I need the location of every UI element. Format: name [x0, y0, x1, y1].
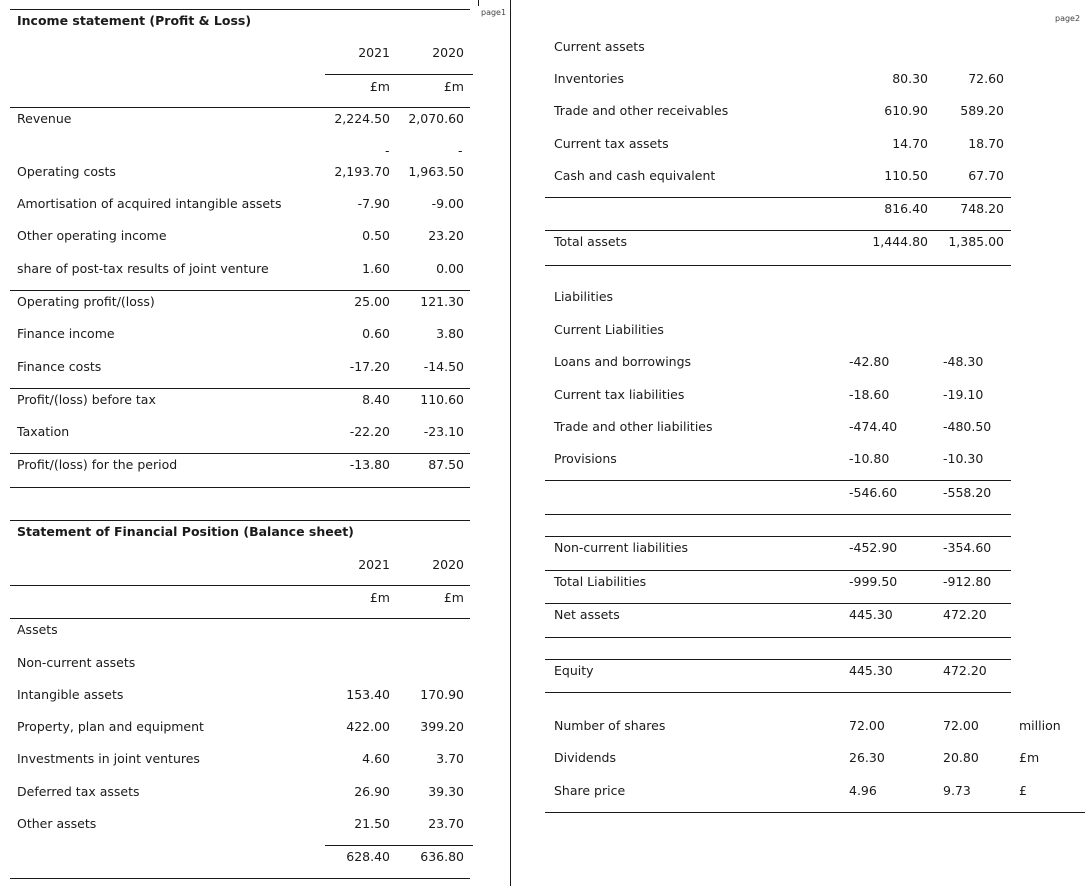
p2-cl-row-label: Trade and other liabilities — [554, 419, 713, 434]
is-row-label: Profit/(loss) before tax — [17, 392, 156, 407]
bs-row-label: Intangible assets — [17, 687, 124, 702]
p2-dividends-unit: £m — [1019, 750, 1040, 765]
is-row-label: Taxation — [17, 424, 70, 439]
p2-ca-row-label: Cash and cash equivalent — [554, 168, 716, 183]
table-border — [10, 520, 470, 521]
is-row-2021: -7.90 — [357, 196, 390, 211]
is-row-2021: -22.20 — [349, 424, 390, 439]
table-rule — [545, 536, 1011, 537]
p2-cl-row-label: Current tax liabilities — [554, 387, 685, 402]
bs-row-label: Investments in joint ventures — [17, 751, 200, 766]
bs-row-2021: 422.00 — [346, 719, 390, 734]
p2-total-liabilities-label: Total Liabilities — [554, 574, 647, 589]
p2-net-assets-label: Net assets — [554, 607, 620, 622]
p2-ca-row-2020: 589.20 — [960, 103, 1004, 118]
table-rule — [545, 637, 1011, 638]
is-row-2021: 0.60 — [362, 326, 390, 341]
p2-ca-row-label: Current tax assets — [554, 136, 669, 151]
p2-total-liabilities-2020: -912.80 — [943, 574, 992, 589]
is-dash-2020: - — [458, 143, 463, 158]
p2-total-assets-label: Total assets — [554, 234, 627, 249]
is-row-2021: 0.50 — [362, 228, 390, 243]
is-row-2021: 8.40 — [362, 392, 390, 407]
is-row-2021: -17.20 — [349, 359, 390, 374]
page-label-page2: page2 — [1055, 14, 1081, 23]
p2-ca-total-2021: 816.40 — [884, 201, 928, 216]
table-rule — [10, 878, 470, 879]
is-row-label: share of post-tax results of joint venture — [17, 261, 269, 276]
p2-shares-2021: 72.00 — [849, 718, 885, 733]
bs-non-current-total-2020: 636.80 — [420, 849, 464, 864]
p2-share-price-label: Share price — [554, 783, 626, 798]
p2-non-current-liabilities-label: Non-current liabilities — [554, 540, 689, 555]
is-unit-2020: £m — [443, 79, 464, 94]
is-row-2020: -23.10 — [423, 424, 464, 439]
is-row-2020: 110.60 — [420, 392, 464, 407]
bs-row-label: Other assets — [17, 816, 97, 831]
is-row-label: Other operating income — [17, 228, 167, 243]
p2-cl-row-2020: -19.10 — [943, 387, 984, 402]
header-rule — [325, 74, 473, 75]
is-row-2020: 87.50 — [428, 457, 464, 472]
p2-share-price-2020: 9.73 — [943, 783, 971, 798]
bs-row-label: Deferred tax assets — [17, 784, 140, 799]
p2-total-assets-2020: 1,385.00 — [948, 234, 1004, 249]
p2-ca-row-2020: 18.70 — [968, 136, 1004, 151]
bs-row-label: Property, plan and equipment — [17, 719, 204, 734]
is-row-2020: 23.20 — [428, 228, 464, 243]
is-row-label: Finance costs — [17, 359, 102, 374]
p2-equity-2021: 445.30 — [849, 663, 893, 678]
bs-row-2020: 23.70 — [428, 816, 464, 831]
p2-ncl-2020: -354.60 — [943, 540, 992, 555]
bs-row-2021: 4.60 — [362, 751, 390, 766]
p2-cl-total-2020: -558.20 — [943, 485, 992, 500]
table-rule — [545, 603, 1011, 604]
p2-ca-row-2021: 610.90 — [884, 103, 928, 118]
p2-ca-row-2021: 14.70 — [892, 136, 928, 151]
p2-ca-row-2021: 80.30 — [892, 71, 928, 86]
table-rule — [545, 197, 1011, 198]
bs-assets-label: Assets — [17, 622, 58, 637]
bs-non-current-total-2021: 628.40 — [346, 849, 390, 864]
is-row-2020: 121.30 — [420, 294, 464, 309]
table-rule — [545, 570, 1011, 571]
p2-ca-row-2021: 110.50 — [884, 168, 928, 183]
p2-cl-row-2021: -18.60 — [849, 387, 890, 402]
table-rule — [545, 514, 1011, 515]
is-year-2021: 2021 — [358, 45, 390, 60]
is-revenue-label: Revenue — [17, 111, 72, 126]
is-row-label: Amortisation of acquired intangible assets — [17, 196, 282, 211]
p2-current-assets-label: Current assets — [554, 39, 645, 54]
bs-row-2020: 170.90 — [420, 687, 464, 702]
p2-liabilities-label: Liabilities — [554, 289, 614, 304]
bs-year-2020: 2020 — [432, 557, 464, 572]
table-rule — [10, 585, 470, 586]
p2-ncl-2021: -452.90 — [849, 540, 898, 555]
table-border — [10, 9, 470, 10]
p2-total-liabilities-2021: -999.50 — [849, 574, 898, 589]
table-rule — [10, 453, 470, 454]
bs-unit-2020: £m — [443, 590, 464, 605]
is-row-2021: -13.80 — [349, 457, 390, 472]
is-row-2021: 1.60 — [362, 261, 390, 276]
is-row-2021: 25.00 — [354, 294, 390, 309]
p2-current-liabilities-label: Current Liabilities — [554, 322, 664, 337]
is-revenue-2021: 2,224.50 — [334, 111, 390, 126]
p2-share-price-2021: 4.96 — [849, 783, 877, 798]
p2-cl-total-2021: -546.60 — [849, 485, 898, 500]
bs-row-2021: 21.50 — [354, 816, 390, 831]
is-unit-2021: £m — [369, 79, 390, 94]
is-row-2020: 0.00 — [436, 261, 464, 276]
p2-cl-row-2021: -474.40 — [849, 419, 898, 434]
p2-dividends-2021: 26.30 — [849, 750, 885, 765]
page-corner-mark — [478, 0, 479, 6]
bs-row-2021: 26.90 — [354, 784, 390, 799]
table-rule — [10, 388, 470, 389]
p2-cl-row-2020: -48.30 — [943, 354, 984, 369]
bs-row-2021: 153.40 — [346, 687, 390, 702]
p2-share-price-unit: £ — [1019, 783, 1027, 798]
bs-row-2020: 39.30 — [428, 784, 464, 799]
table-rule — [10, 107, 470, 108]
p2-equity-label: Equity — [554, 663, 594, 678]
subtotal-rule — [325, 845, 473, 846]
p2-ca-total-2020: 748.20 — [960, 201, 1004, 216]
p2-net-assets-2021: 445.30 — [849, 607, 893, 622]
table-rule — [545, 812, 1085, 813]
p2-ca-row-label: Inventories — [554, 71, 624, 86]
table-rule — [545, 692, 1011, 693]
bs-year-2021: 2021 — [358, 557, 390, 572]
p2-cl-row-label: Provisions — [554, 451, 617, 466]
p2-ca-row-label: Trade and other receivables — [554, 103, 729, 118]
p2-cl-row-label: Loans and borrowings — [554, 354, 692, 369]
is-row-2020: 3.80 — [436, 326, 464, 341]
p2-net-assets-2020: 472.20 — [943, 607, 987, 622]
p2-shares-2020: 72.00 — [943, 718, 979, 733]
p2-cl-row-2020: -480.50 — [943, 419, 992, 434]
is-revenue-2020: 2,070.60 — [408, 111, 464, 126]
page-divider — [510, 0, 511, 886]
p2-equity-2020: 472.20 — [943, 663, 987, 678]
is-row-label: Operating profit/(loss) — [17, 294, 155, 309]
bs-row-2020: 399.20 — [420, 719, 464, 734]
table-rule — [10, 487, 470, 488]
p2-cl-row-2020: -10.30 — [943, 451, 984, 466]
is-row-2021: 2,193.70 — [334, 164, 390, 179]
p2-total-assets-2021: 1,444.80 — [872, 234, 928, 249]
is-row-label: Profit/(loss) for the period — [17, 457, 178, 472]
is-row-label: Finance income — [17, 326, 115, 341]
p2-cl-row-2021: -10.80 — [849, 451, 890, 466]
p2-ca-row-2020: 67.70 — [968, 168, 1004, 183]
is-row-2020: -9.00 — [431, 196, 464, 211]
bs-row-2020: 3.70 — [436, 751, 464, 766]
balance-sheet-title: Statement of Financial Position (Balance sheet) — [17, 524, 354, 539]
table-rule — [545, 230, 1011, 231]
table-rule — [10, 290, 470, 291]
is-dash-2021: - — [385, 143, 390, 158]
table-rule — [545, 480, 1011, 481]
is-row-2020: -14.50 — [423, 359, 464, 374]
p2-dividends-2020: 20.80 — [943, 750, 979, 765]
is-year-2020: 2020 — [432, 45, 464, 60]
p2-cl-row-2021: -42.80 — [849, 354, 890, 369]
p2-dividends-label: Dividends — [554, 750, 616, 765]
p2-shares-unit: million — [1019, 718, 1061, 733]
income-statement-title: Income statement (Profit & Loss) — [17, 13, 252, 28]
is-row-label: Operating costs — [17, 164, 116, 179]
page-label-page1: page1 — [481, 8, 507, 17]
bs-non-current-label: Non-current assets — [17, 655, 136, 670]
p2-shares-label: Number of shares — [554, 718, 666, 733]
bs-unit-2021: £m — [369, 590, 390, 605]
table-rule — [545, 265, 1011, 266]
table-rule — [10, 618, 470, 619]
table-rule — [545, 659, 1011, 660]
p2-ca-row-2020: 72.60 — [968, 71, 1004, 86]
is-row-2020: 1,963.50 — [408, 164, 464, 179]
